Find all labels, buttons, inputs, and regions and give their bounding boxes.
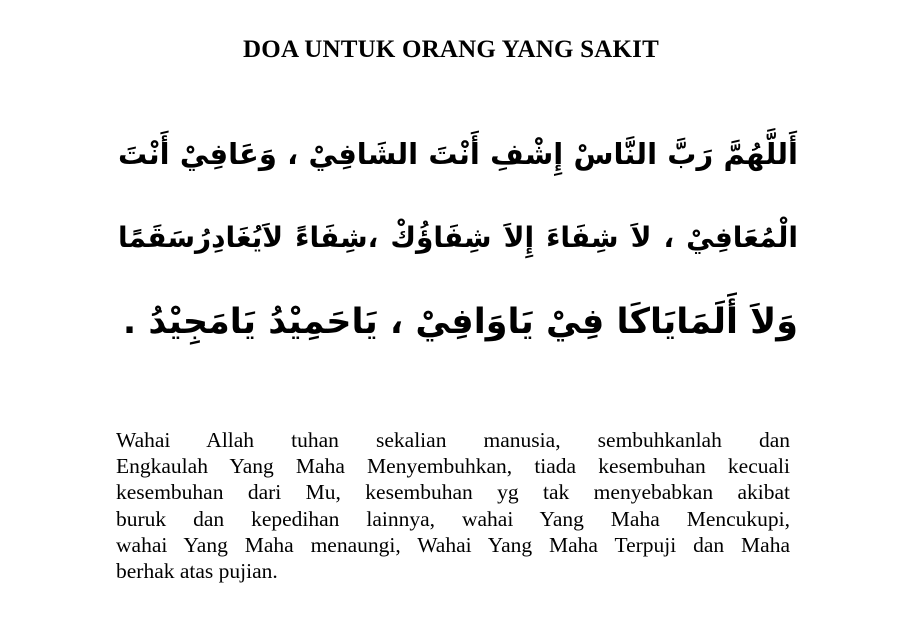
page-title: DOA UNTUK ORANG YANG SAKIT — [243, 36, 659, 63]
translation-line-6: berhak atas pujian. — [116, 558, 278, 583]
translation-line-3: kesembuhan dari Mu, kesembuhan yg tak menyebabkan akibat — [116, 480, 790, 505]
arabic-line-1: أَللَّهُمَّ رَبَّ النَّاسْ إِشْفِ أَنْتَ الشَافِيْ ، وَعَافِيْ أَنْتَ — [118, 137, 798, 171]
translation-line-5: wahai Yang Maha menaungi, Wahai Yang Maha Terpuji dan Maha — [116, 532, 790, 557]
arabic-line-2: الْمُعَافِيْ ، لاَ شِفَاءَ إِلاَ شِفَاؤُكْ ،شِفَاءً لاَيُغَادِرُسَقَمًا — [118, 221, 798, 254]
arabic-prayer — [118, 112, 798, 364]
translation-line-1: Wahai Allah tuhan sekalian manusia, sembuhkanlah dan — [116, 428, 790, 452]
translation-line-2: Engkaulah Yang Maha Menyembuhkan, tiada kesembuhan kecuali — [116, 454, 790, 479]
translation-paragraph — [116, 427, 790, 584]
arabic-line-3: وَلاَ أَلَمَايَاكَا فِيْ يَاوَافِيْ ، يَاحَمِيْدُ يَامَجِيْدُ . — [122, 302, 798, 342]
translation-line-4: buruk dan kepedihan lainnya, wahai Yang Maha Mencukupi, — [116, 506, 790, 531]
